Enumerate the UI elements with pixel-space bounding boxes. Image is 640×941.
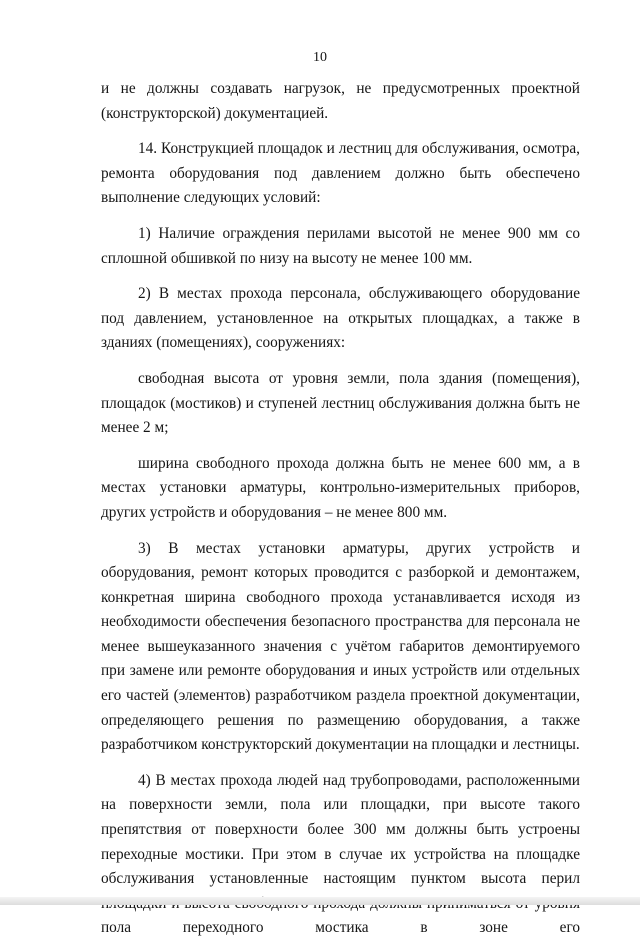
paragraph-item-14: 14. Конструкцией площадок и лестниц для обслуживания, осмотра, ремонта оборудования под давлением должно быть обеспечено выполнение следующих условий: [101, 140, 580, 207]
page-number: 10 [313, 50, 327, 65]
paragraph-subitem-1: 1) Наличие ограждения перилами высотой не менее 900 мм со сплошной обшивкой по низу на высоту не менее 100 мм. [101, 224, 580, 267]
page-bottom-edge [0, 897, 640, 905]
paragraph-subitem-2: 2) В местах прохода персонала, обслуживающего оборудование под давлением, установленное на открытых площадках, а также в зданиях (помещениях), сооружениях: [101, 285, 580, 352]
paragraph-continuation: и не должны создавать нагрузок, не предусмотренных проектной (конструкторской) документацией. [101, 80, 580, 122]
paragraph-free-height: свободная высота от уровня земли, пола здания (помещения), площадок (мостиков) и ступеней лестниц обслуживания должна быть не менее 2 м; [101, 369, 580, 437]
paragraph-passage-width: ширина свободного прохода должна быть не менее 600 мм, а в местах установки арматуры, контрольно-измерительных приборов, других устройств и оборудования – не менее 800 мм. [101, 454, 580, 521]
document-body [101, 77, 580, 941]
paragraph-subitem-4: 4) В местах прохода людей над трубопроводами, расположенными на поверхности земли, пола или площадки, при высоте такого препятствия от поверхности более 300 мм должны быть устроены переходные мостики. При этом в случае их устройства на площадке обслуживания установленные настоящим пунктом высота перил пола переходного мостика в зоне его [101, 771, 580, 937]
paragraph-subitem-3: 3) В местах установки арматуры, других устройств и оборудования, ремонт которых проводится с разборкой и демонтажем, конкретная ширина свободного прохода устанавливается исходя из необходимости обеспечения безопасного пространства для персонала не менее вышеуказанного значения с учётом габаритов демонтируемого при замене или ремонте оборудования и иных устройств или отдельных его частей (элементов) разработчиком раздела проектной документации, определяющего решения по размещению оборудования, а также разработчиком конструкторский документации на площадки и лестницы. [101, 539, 580, 754]
